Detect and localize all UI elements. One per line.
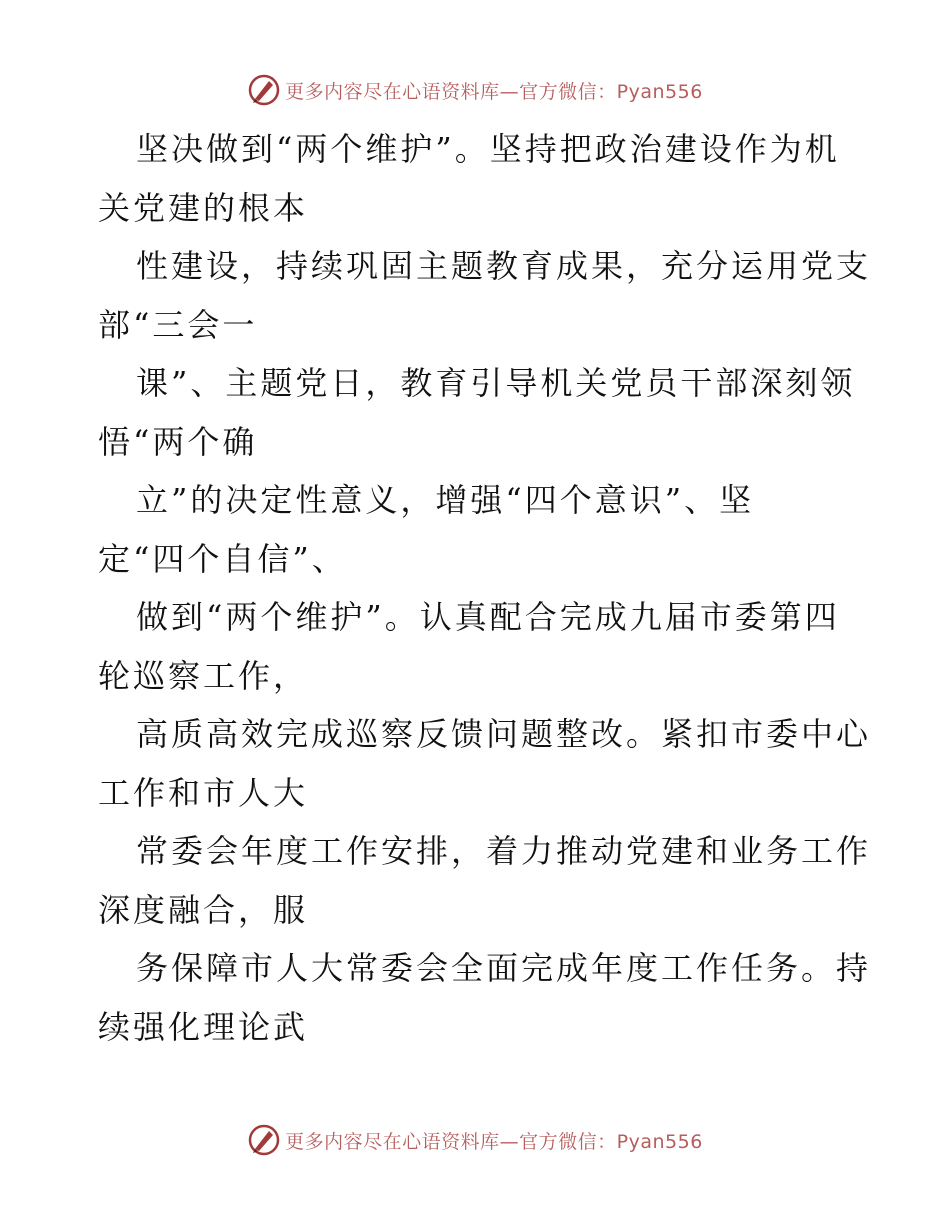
- document-body: [98, 120, 872, 1056]
- watermark-text: 更多内容尽在心语资料库—官方微信：Pyan556: [285, 80, 703, 103]
- paragraph-line: 工作和市人大: [98, 773, 309, 812]
- paragraph-line: 轮巡察工作，: [98, 656, 309, 695]
- paragraph-line: 课”、主题党日，教育引导机关党员干部深刻领: [136, 364, 856, 402]
- pen-logo-icon: [247, 1123, 281, 1157]
- paragraph-line: 做到“两个维护”。认真配合完成九届市委第四: [136, 598, 840, 636]
- paragraph-line: 务保障市人大常委会全面完成年度工作任务。持: [136, 949, 872, 987]
- pen-logo-icon: [247, 73, 281, 107]
- watermark-text: 更多内容尽在心语资料库—官方微信：Pyan556: [285, 1130, 703, 1153]
- paragraph-line: 部“三会一: [98, 305, 258, 344]
- paragraph-line: 常委会年度工作安排，着力推动党建和业务工作: [136, 832, 872, 870]
- footer-watermark: [0, 1120, 950, 1160]
- paragraph-line: 坚决做到“两个维护”。坚持把政治建设作为机: [136, 130, 840, 168]
- paragraph-line: 立”的决定性意义，增强“四个意识”、坚: [136, 481, 755, 519]
- header-watermark: [0, 70, 950, 110]
- paragraph-line: 续强化理论武: [98, 1007, 309, 1046]
- paragraph-line: 悟“两个确: [98, 422, 258, 461]
- paragraph-line: 深度融合，服: [98, 890, 309, 929]
- paragraph-line: 性建设，持续巩固主题教育成果，充分运用党支: [136, 247, 872, 285]
- paragraph-line: 定“四个自信”、: [98, 539, 347, 578]
- paragraph-line: 关党建的根本: [98, 188, 309, 227]
- paragraph-line: 高质高效完成巡察反馈问题整改。紧扣市委中心: [136, 715, 872, 753]
